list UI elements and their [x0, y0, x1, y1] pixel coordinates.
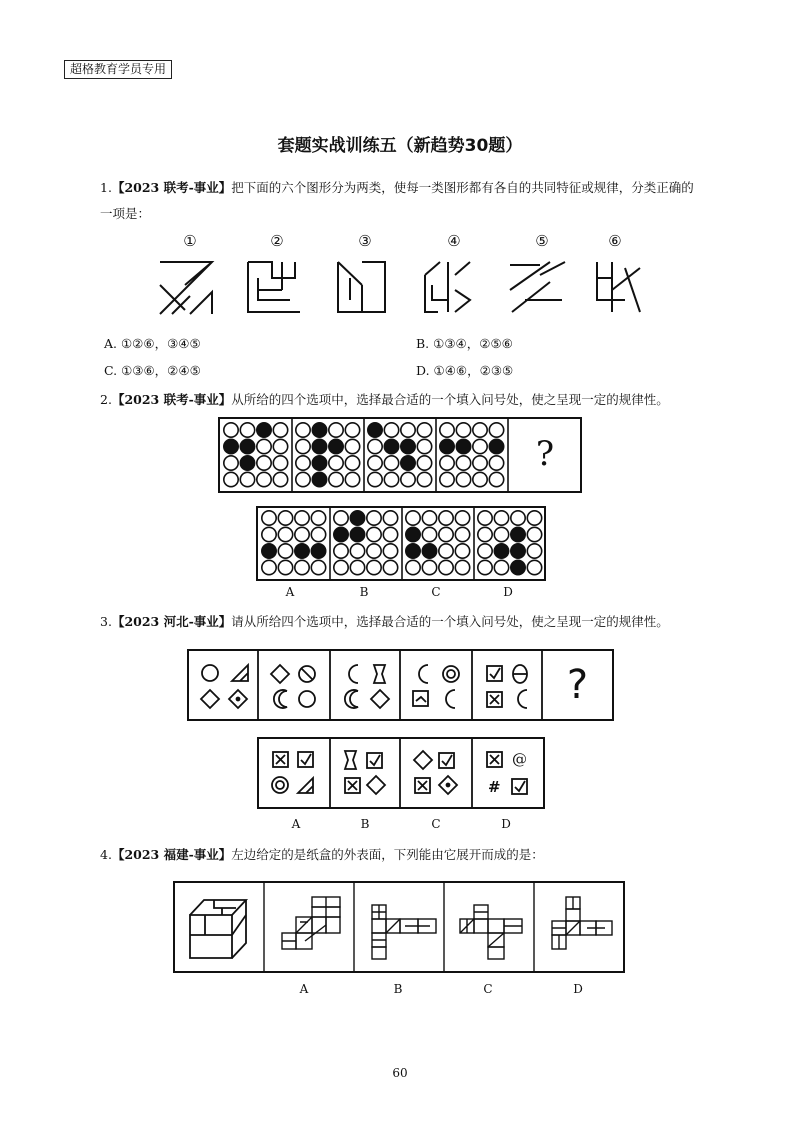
- question-1-source: 【2023 联考-事业】: [111, 180, 232, 195]
- q1-figure-label-6: ⑥: [608, 232, 622, 250]
- question-4-text: 左边给定的是纸盒的外表面，下列能由它展开而成的是：: [231, 847, 544, 862]
- question-2-text: 从所给的四个选项中，选择最合适的一个填入问号处，使之呈现一定的规律性。: [231, 392, 669, 407]
- q4-option-label-b: B: [393, 982, 403, 996]
- page-number: 60: [392, 1066, 408, 1080]
- header-tag: 超格教育学员专用: [64, 60, 172, 79]
- q1-option-a[interactable]: A. ①②⑥，③④⑤: [104, 336, 201, 351]
- question-1-number: 1.: [100, 180, 112, 195]
- question-1-text: 把下面的六个图形分为两类，使每一类图形都有各自的共同特征或规律，分类正确的: [231, 180, 694, 195]
- question-4-number: 4.: [100, 847, 112, 862]
- q3-question-mark: ?: [566, 662, 589, 708]
- q3-option-label-a: A: [291, 817, 301, 831]
- q1-figure-label-5: ⑤: [535, 232, 549, 250]
- q2-option-label-c: C: [431, 585, 441, 599]
- q4-net-c: [460, 905, 522, 959]
- q3-option-d-hash-symbol: #: [488, 778, 501, 796]
- q1-figure-label-4: ④: [447, 232, 461, 250]
- q1-option-b[interactable]: B. ①③④，②⑤⑥: [416, 336, 513, 351]
- q4-net-a: [282, 897, 340, 949]
- q2-option-label-b: B: [359, 585, 369, 599]
- q4-cube: [190, 900, 246, 958]
- q4-option-label-c: C: [483, 982, 493, 996]
- question-1-text-line2: 一项是：: [100, 206, 151, 221]
- q1-figure-label-1: ①: [183, 232, 197, 250]
- q4-option-label-d: D: [573, 982, 583, 996]
- q3-option-label-d: D: [501, 817, 511, 831]
- question-3-text: 请从所给四个选项中，选择最合适的一个填入问号处，使之呈现一定的规律性。: [231, 614, 669, 629]
- q1-option-d[interactable]: D. ①④⑥，②③⑤: [416, 363, 514, 378]
- q3-option-d-at-symbol: @: [512, 750, 527, 768]
- question-2-number: 2.: [100, 392, 112, 407]
- q4-net-d: [552, 897, 612, 949]
- q3-option-label-b: B: [360, 817, 370, 831]
- q1-option-c[interactable]: C. ①③⑥，②④⑤: [104, 363, 201, 378]
- q4-option-label-a: A: [299, 982, 309, 996]
- question-3-number: 3.: [100, 614, 112, 629]
- question-3-source: 【2023 河北-事业】: [111, 614, 232, 629]
- q3-option-label-c: C: [431, 817, 441, 831]
- q2-question-mark: ?: [535, 434, 555, 474]
- q1-figure-label-2: ②: [270, 232, 284, 250]
- q2-option-label-a: A: [285, 585, 295, 599]
- q2-option-label-d: D: [503, 585, 513, 599]
- question-2-source: 【2023 联考-事业】: [111, 392, 232, 407]
- page-title: 套题实战训练五（新趋势30题）: [277, 136, 523, 156]
- q4-net-b: [372, 905, 436, 959]
- question-4-source: 【2023 福建-事业】: [111, 847, 232, 862]
- q1-figure-label-3: ③: [358, 232, 372, 250]
